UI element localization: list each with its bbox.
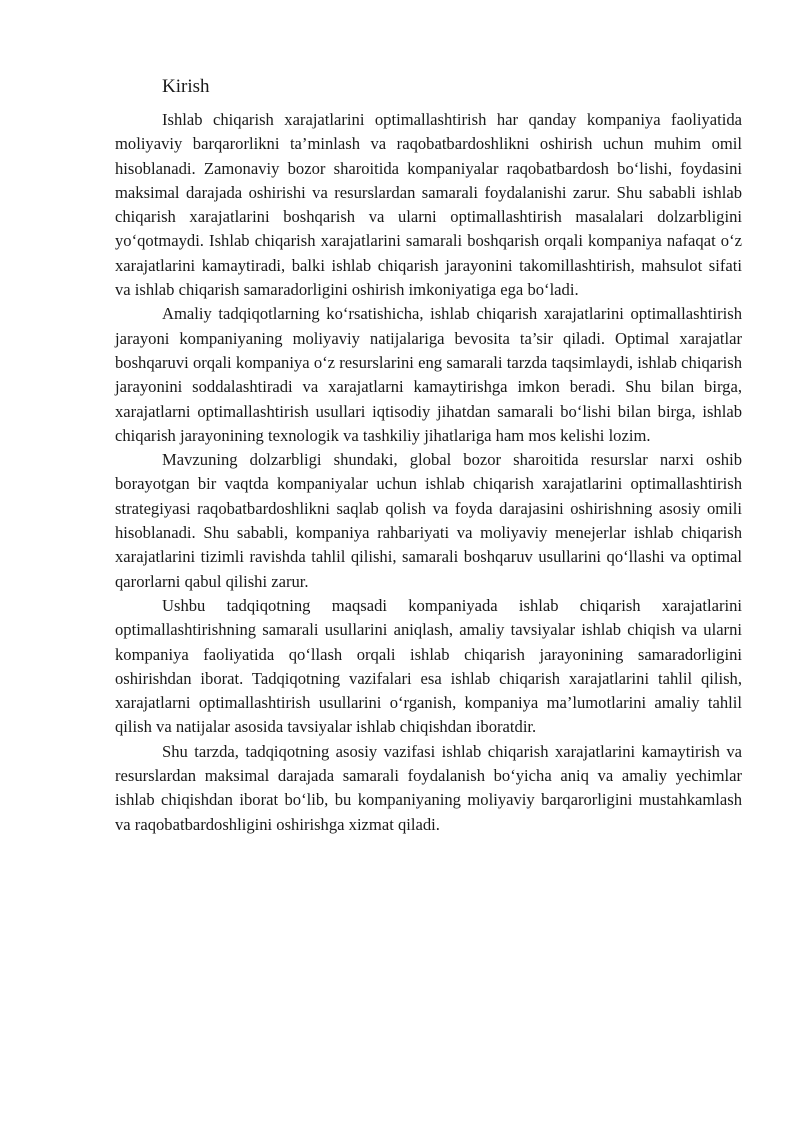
document-body — [115, 72, 742, 837]
paragraph-5: Shu tarzda, tadqiqotning asosiy vazifasi ishlab chiqarish xarajatlarini kamaytirish va resurslardan maksimal darajada samarali foydalanish bo‘yicha aniq va amaliy yechimlar ishlab chiqishdan iborat bo‘lib, bu kompaniyaning moliyaviy barqarorligini mustahkamlash va raqobatbardoshligini oshirishga xizmat qiladi. — [115, 741, 742, 834]
paragraph-3: Mavzuning dolzarbligi shundaki, global bozor sharoitida resurslar narxi oshib borayotgan bir vaqtda kompaniyalar uchun ishlab chiqarish xarajatlarini optimallashtirish strategiyasi raqobatbardoshlikni saqlab qolish va foyda darajasini oshirishning asosiy omili hisoblanadi. Shu sababli, kompaniya rahbariyati va moliyaviy menejerlar ishlab chiqarish xarajatlarini tizimli ravishda tahlil qilishi, samarali boshqaruv usullarini qo‘llashi va optimal qarorlarni qabul qilishi zarur. — [115, 450, 742, 591]
section-heading: Kirish — [162, 76, 210, 97]
paragraph-2: Amaliy tadqiqotlarning ko‘rsatishicha, ishlab chiqarish xarajatlarini optimallashtirish jarayoni kompaniyaning moliyaviy natijalariga bevosita ta’sir qiladi. Optimal xarajatlar boshqaruvi orqali kompaniya o‘z resurslarini eng samarali tarzda taqsimlaydi, ishlab chiqarish jarayonini soddalashtiradi va xarajatlarni kamaytirishga imkon beradi. Shu bilan birga, xarajatlarni optimallashtirish usullari iqtisodiy jihatdan samarali bo‘lishi bilan birga, ishlab chiqarish jarayonining texnologik va tashkiliy jihatlariga ham mos kelishi lozim. — [115, 304, 742, 445]
paragraph-1: Ishlab chiqarish xarajatlarini optimallashtirish har qanday kompaniya faoliyatida moliyaviy barqarorlikni ta’minlash va raqobatbardoshlikni oshirish uchun muhim omil hisoblanadi. Zamonaviy bozor sharoitida kompaniyalar raqobatbardosh bo‘lishi, foydasini maksimal darajada oshirishi va resurslardan samarali foydalanishi zarur. Shu sababli ishlab chiqarish xarajatlarini boshqarish va ularni optimallashtirish masalalari dolzarbligini yo‘qotmaydi. Ishlab chiqarish xarajatlarini samarali boshqarish orqali kompaniya nafaqat o‘z xarajatlarini kamaytiradi, balki ishlab chiqarish jarayonini takomillashtirish, mahsulot sifati va ishlab chiqarish samaradorligini oshirish imkoniyatiga ega bo‘ladi. — [115, 110, 742, 300]
paragraph-4: Ushbu tadqiqotning maqsadi kompaniyada ishlab chiqarish xarajatlarini optimallashtirishning samarali usullarini aniqlash, amaliy tavsiyalar ishlab chiqish va ularni kompaniya faoliyatida qo‘llash orqali ishlab chiqarish jarayonining samaradorligini oshirishdan iborat. Tadqiqotning vazifalari esa ishlab chiqarish xarajatlarini tahlil qilish, xarajatlarni optimallashtirish usullarini o‘rganish, kompaniya ma’lumotlarini amaliy tahlil qilish va natijalar asosida tavsiyalar ishlab chiqishdan iboratdir. — [115, 595, 742, 737]
